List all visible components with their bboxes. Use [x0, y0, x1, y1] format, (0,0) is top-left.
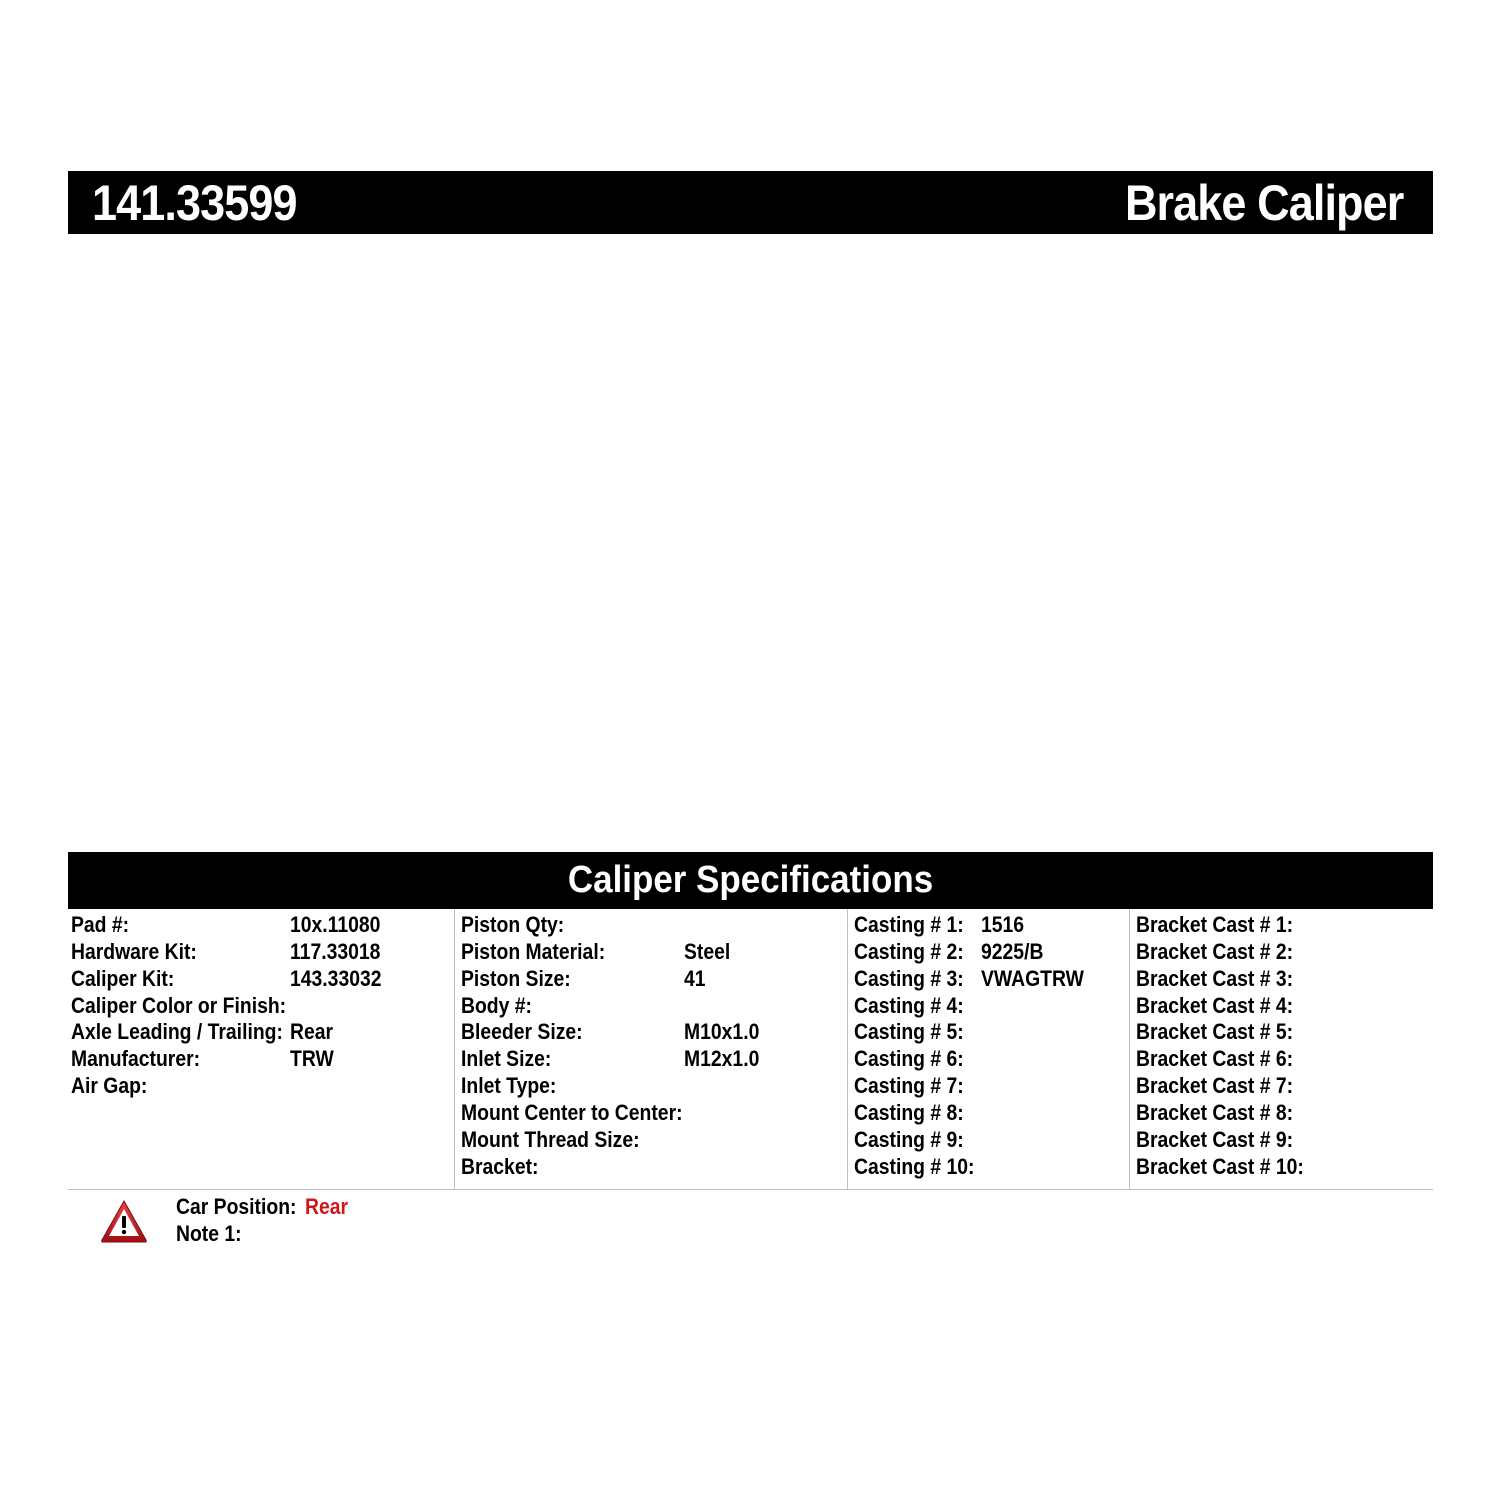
spec-label: Casting # 6: — [854, 1046, 964, 1071]
spec-value: 10x.11080 — [290, 912, 381, 937]
car-position-row — [176, 1193, 349, 1220]
spec-label: Casting # 2: — [854, 939, 964, 964]
spec-label: Casting # 1: — [854, 912, 964, 937]
spec-label: Mount Thread Size: — [461, 1127, 640, 1152]
spec-label: Bracket Cast # 4: — [1136, 993, 1294, 1018]
spec-label: Bracket Cast # 9: — [1136, 1127, 1294, 1152]
car-position-value: Rear — [305, 1194, 349, 1219]
spec-label: Casting # 7: — [854, 1073, 964, 1098]
spec-label: Air Gap: — [71, 1073, 148, 1098]
spec-value: 117.33018 — [290, 939, 381, 964]
spec-label: Pad #: — [71, 912, 130, 937]
spec-label: Inlet Size: — [461, 1046, 552, 1071]
spec-label: Caliper Color or Finish: — [71, 993, 287, 1018]
spec-label: Piston Qty: — [461, 912, 565, 937]
spec-value: Rear — [290, 1019, 334, 1044]
spec-label: Bracket Cast # 10: — [1136, 1154, 1304, 1179]
specifications-title: Caliper Specifications — [567, 859, 934, 901]
spec-column-piston — [454, 909, 848, 1189]
spec-label: Axle Leading / Trailing: — [71, 1019, 283, 1044]
spec-value: 143.33032 — [290, 966, 382, 991]
spec-value: M12x1.0 — [684, 1046, 760, 1071]
notes-section — [68, 1192, 1433, 1252]
spec-label: Piston Size: — [461, 966, 571, 991]
spec-value: VWAGTRW — [981, 966, 1084, 991]
product-image-area — [68, 234, 1433, 852]
spec-column-general — [68, 909, 454, 1189]
spec-label: Bracket Cast # 1: — [1136, 912, 1294, 937]
spec-value: TRW — [290, 1046, 334, 1071]
spec-label: Piston Material: — [461, 939, 606, 964]
spec-label: Bracket Cast # 7: — [1136, 1073, 1294, 1098]
part-number: 141.33599 — [92, 175, 297, 231]
spec-label: Body #: — [461, 993, 533, 1018]
spec-label: Bleeder Size: — [461, 1019, 583, 1044]
spec-label: Casting # 9: — [854, 1127, 964, 1152]
spec-label: Inlet Type: — [461, 1073, 557, 1098]
spec-label: Caliper Kit: — [71, 966, 175, 991]
spec-label: Hardware Kit: — [71, 939, 197, 964]
note-1-label: Note 1: — [176, 1221, 242, 1246]
spec-label: Bracket Cast # 2: — [1136, 939, 1294, 964]
spec-value: 1516 — [981, 912, 1025, 937]
spec-label: Bracket Cast # 5: — [1136, 1019, 1294, 1044]
spec-value: M10x1.0 — [684, 1019, 760, 1044]
car-position-label: Car Position: — [176, 1194, 297, 1219]
spec-value: 9225/B — [981, 939, 1044, 964]
spec-label: Bracket Cast # 6: — [1136, 1046, 1294, 1071]
spec-label: Bracket Cast # 3: — [1136, 966, 1294, 991]
note-1-row — [176, 1220, 251, 1247]
spec-label: Casting # 10: — [854, 1154, 975, 1179]
title-bar — [68, 171, 1433, 234]
spec-label: Casting # 5: — [854, 1019, 964, 1044]
spec-column-casting — [847, 909, 1130, 1189]
specifications-table — [68, 909, 1433, 1190]
specifications-header — [68, 852, 1433, 909]
spec-label: Casting # 8: — [854, 1100, 964, 1125]
spec-label: Mount Center to Center: — [461, 1100, 683, 1125]
warning-icon — [100, 1199, 148, 1243]
spec-label: Bracket Cast # 8: — [1136, 1100, 1294, 1125]
spec-label: Casting # 4: — [854, 993, 964, 1018]
spec-column-bracket-cast — [1129, 909, 1434, 1189]
spec-label: Bracket: — [461, 1154, 539, 1179]
spec-label: Manufacturer: — [71, 1046, 201, 1071]
spec-label: Casting # 3: — [854, 966, 964, 991]
product-type: Brake Caliper — [1124, 175, 1403, 231]
spec-value: Steel — [684, 939, 731, 964]
spec-value: 41 — [684, 966, 706, 991]
